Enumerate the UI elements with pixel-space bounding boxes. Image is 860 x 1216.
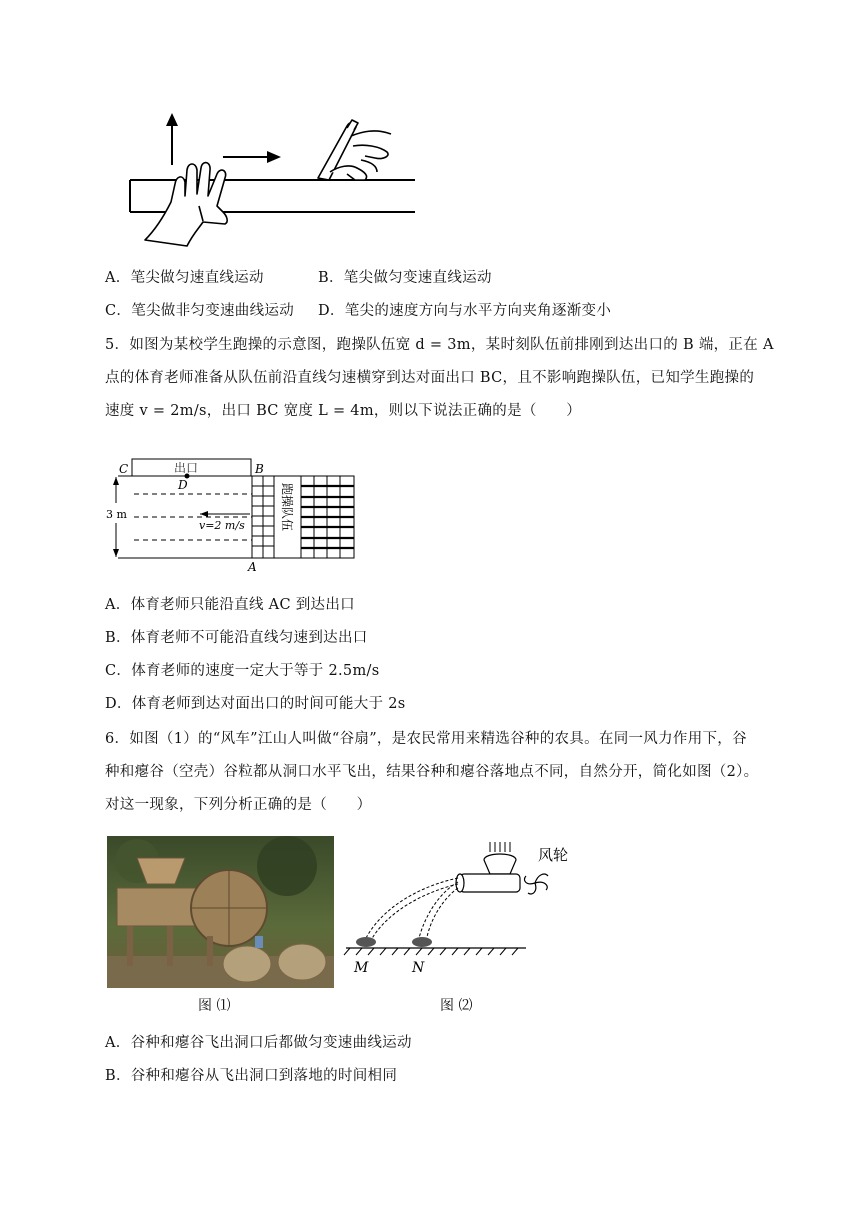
rightward-arrow-icon: [223, 151, 281, 163]
q4-option-b: B．笔尖做匀变速直线运动: [318, 270, 492, 286]
q6-stem-line-2: 种和瘪谷（空壳）谷粒都从洞口水平飞出，结果谷种和瘪谷落地点不同，自然分开，简化如图（2）。: [105, 764, 759, 780]
width-label: 3 m: [106, 508, 127, 521]
pen-hand-icon: [318, 120, 391, 180]
q4-option-c: C．笔尖做非匀变速曲线运动: [105, 303, 294, 319]
label-b: B: [255, 462, 264, 476]
q5-option-d: D．体育老师到达对面出口的时间可能大于 2s: [105, 696, 406, 712]
q5-option-c: C．体育老师的速度一定大于等于 2.5m/s: [105, 663, 380, 679]
hand-icon: [145, 163, 227, 246]
running-team-figure: [102, 455, 364, 573]
winnowing-schematic: [340, 838, 580, 978]
label-c: C: [119, 462, 129, 476]
q6-stem-line-3: 对这一现象，下列分析正确的是（ ）: [105, 797, 372, 813]
q4-option-a: A．笔尖做匀速直线运动: [105, 270, 264, 286]
q4-option-d: D．笔尖的速度方向与水平方向夹角逐渐变小: [318, 303, 612, 319]
exit-label: 出口: [174, 461, 199, 475]
velocity-label: v=2 m/s: [199, 519, 245, 532]
figure-1-caption: 图 ⑴: [198, 998, 231, 1014]
q5-stem-line-3: 速度 v = 2m/s，出口 BC 宽度 L = 4m，则以下说法正确的是（ ）: [105, 403, 582, 419]
q5-option-a: A．体育老师只能沿直线 AC 到达出口: [105, 597, 355, 613]
q6-option-b: B．谷种和瘪谷从飞出洞口到落地的时间相同: [105, 1068, 398, 1084]
q6-option-a: A．谷种和瘪谷飞出洞口后都做匀变速曲线运动: [105, 1035, 412, 1051]
winnowing-machine-photo: [107, 836, 334, 988]
q6-stem-line-1: 6．如图（1）的“风车”江山人叫做“谷扇”，是农民常用来精选谷种的农具。在同一风力作用下，谷: [105, 731, 747, 747]
q5-option-b: B．体育老师不可能沿直线匀速到达出口: [105, 630, 368, 646]
label-m: M: [354, 960, 369, 976]
figure-2-caption: 图 ⑵: [440, 998, 473, 1014]
wind-wheel-icon: [524, 874, 548, 894]
label-a: A: [248, 560, 257, 573]
wind-wheel-label: 风轮: [538, 846, 569, 864]
ruler-pen-figure: [125, 110, 425, 255]
upward-arrow-icon: [166, 113, 178, 165]
label-d: D: [178, 478, 188, 492]
team-label: 跑操队伍: [280, 483, 294, 532]
label-n: N: [412, 960, 425, 976]
q5-stem-line-2: 点的体育老师准备从队伍前沿直线匀速横穿到达对面出口 BC，且不影响跑操队伍，已知学生跑操的: [105, 370, 755, 386]
q5-stem-line-1: 5．如图为某校学生跑操的示意图，跑操队伍宽 d = 3m，某时刻队伍前排刚到达出口的 B 端，正在 A: [105, 337, 774, 353]
